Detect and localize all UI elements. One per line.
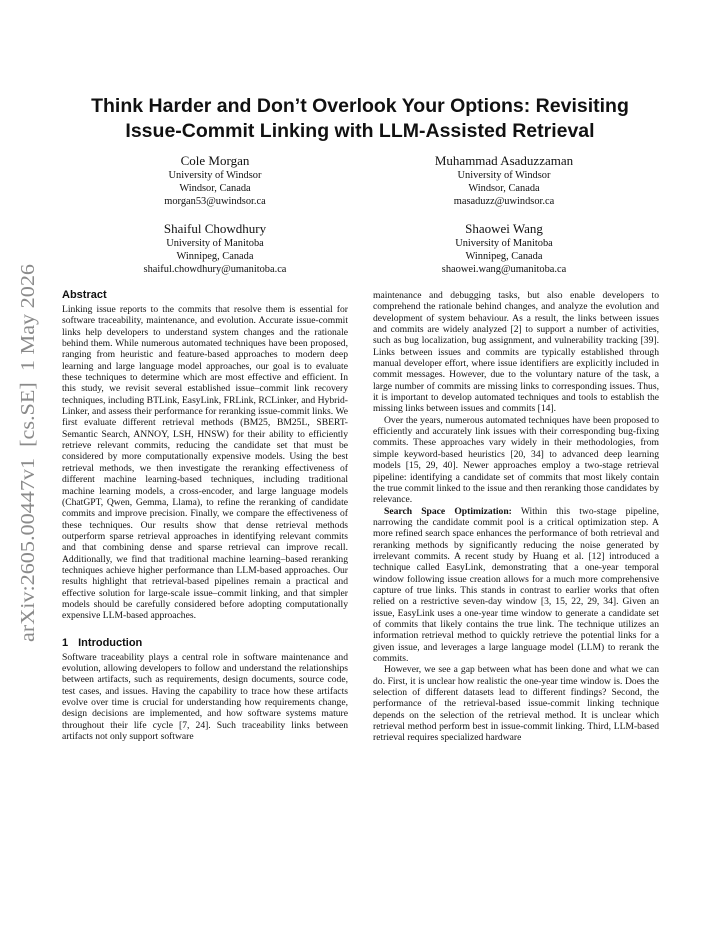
author-name: Shaiful Chowdhury: [163, 221, 267, 236]
abstract-text: Linking issue reports to the commits that resolve them is essential for software traceability, maintenance, and evolution. Accurate issue-commit links help developers to understand system changes and the rationale behind them. While numerous automated techniques have been proposed, ranging from heuristic and feature-based approaches to modern deep learning and large language model approaches, our goal is to evaluate these techniques to determine which are most effective and efficient. In this study, we revisit several established issue–commit link recovery techniques, including BTLink, EasyLink, FRLink, RCLinker, and Hybrid-Linker, and assess their performance for reranking issue-commit links. We first evaluate different retrieval methods (BM25, BM25L, SBERT-Semantic Search, ANNOY, LSH, HNSW) for their ability to efficiently retrieve relevant commits, reducing the candidate set that must be considered by more computationally expensive models. Using the best retrieval methods, we then investigate the reranking effectiveness of different machine learning-based techniques, including traditional machine learning models, a cross-encoder, and large language models (ChatGPT, Qwen, Gemma, Llama), to refine the reranking of candidate commits and improve precision. Finally, we compare the effectiveness of these techniques. Our results show that dense retrieval methods outperform sparse retrieval approaches in identifying relevant commits and that combining dense and sparse retrieval can improve recall. Additionally, we find that traditional machine learning–based reranking techniques achieve higher performance than LLM-based approaches. Our results highlight that retrieval-based pipelines remain a practical and effective solution for large-scale issue–commit linking, and that simpler models should be carefully considered before adopting computationally expensive LLM-based approaches.: [62, 304, 348, 622]
section-title: Introduction: [78, 636, 143, 649]
author-location: Windsor, Canada: [468, 183, 540, 195]
intro-paragraph-4: However, we see a gap between what has been done and what we can do. First, it is unclear how realistic the one-year time window is. Does the selection of different datasets lead to different findings? Second, the performance of the retrieval-based issue-commit linking technique depends on the selection of the retrieval method. It is unclear which retrieval method perform best in issue-commit linking. Third, LLM-based retrieval requires specialized hardware: [373, 664, 659, 744]
title-line-2: Issue-Commit Linking with LLM-Assisted Retrieval: [125, 120, 595, 142]
author-block: [85, 220, 345, 277]
author-email: morgan53@uwindsor.ca: [164, 196, 266, 208]
paper-title: [60, 94, 660, 144]
author-email: shaiful.chowdhury@umanitoba.ca: [143, 264, 287, 276]
arxiv-identifier: [6, 262, 46, 642]
author-affiliation: University of Manitoba: [166, 238, 264, 249]
run-in-heading: Search Space Optimization:: [384, 505, 512, 517]
intro-paragraph-1-part-2: maintenance and debugging tasks, but also enable developers to comprehend the rationale behind changes, and analyze the evolution and development of system behaviour. As a result, the links between issues and commits are widely analyzed [2] to support a number of activities, such as bug localization, bug assignment, and vulnerability tracking [39]. Links between issues and commits are typically established through manual developer effort, where issue identifiers are explicitly included in commit messages. However, due to the voluntary nature of the task, a large number of commits are missing links to corresponding issues. Thus, it is important to develop automated techniques and tools to establish the missing links between issues and commits [14].: [373, 290, 659, 415]
author-block: [374, 220, 634, 277]
author-location: Winnipeg, Canada: [176, 251, 254, 263]
author-location: Winnipeg, Canada: [465, 251, 543, 263]
section-number: 1: [62, 636, 69, 649]
author-name: Muhammad Asaduzzaman: [434, 153, 574, 168]
paragraph-body: Within this two-stage pipeline, narrowing the candidate commit pool is a critical optimization step. A more refined search space enhances the performance of both retrieval and reranking methods by significantly reducing the noise generated by irrelevant commits. A recent study by Huang et al. [12] introduced a technique called EasyLink, demonstrating that a one-year temporal window following issue creation allows for a much more comprehensive capture of true links. This stands in contrast to earlier works that often relied on a restrictive seven-day window [3, 15, 22, 29, 34]. Given an issue, EasyLink uses a one-year time window to generate a candidate set of commits that likely contains the true link. The technique utilizes an information retrieval method to quickly retrieve the potential links for a given issue, and leverages a large language model (LLM) to rerank the commits.: [373, 505, 659, 664]
introduction-heading: [62, 636, 348, 650]
author-block: [374, 152, 634, 209]
intro-paragraph-2: Over the years, numerous automated techniques have been proposed to efficiently and accurately link issues with their corresponding bug-fixing commits. These approaches vary widely in their methodologies, from simple keyword-based heuristics [20, 34] to advanced deep learning models [15, 29, 40]. Newer approaches employ a two-stage retrieval pipeline: identifying a candidate set of commits that most likely contain the true commit linked to the issue and then reranking those candidates by relevance.: [373, 414, 659, 506]
right-column: [373, 290, 659, 744]
author-email: masaduzz@uwindsor.ca: [453, 196, 555, 208]
author-affiliation: University of Windsor: [168, 170, 262, 181]
arxiv-identifier-text: arXiv:2605.00447v1 [cs.SE] 1 May 2026: [18, 309, 39, 642]
intro-paragraph-1-part-1: Software traceability plays a central role in software maintenance and evolution, allowing developers to follow and understand the relationships between artifacts, such as requirements, design documents, source code, test cases, and issues. Having the capability to trace how these artifacts evolve over time is crucial for understanding how requirements change, design decisions are implemented, and how software systems mature throughout their life cycle [7, 24]. Such traceability links between artifacts not only support software: [62, 651, 348, 743]
author-affiliation: University of Manitoba: [455, 238, 553, 249]
author-location: Windsor, Canada: [179, 183, 251, 195]
author-name: Shaowei Wang: [465, 221, 543, 236]
author-name: Cole Morgan: [180, 153, 250, 168]
intro-paragraph-3: [373, 506, 659, 665]
left-column: [62, 288, 348, 742]
author-affiliation: University of Windsor: [457, 170, 551, 181]
title-line-1: Think Harder and Don’t Overlook Your Options: Revisiting: [91, 95, 629, 117]
author-block: [85, 152, 345, 209]
abstract-heading: Abstract: [62, 289, 107, 301]
author-email: shaowei.wang@umanitoba.ca: [441, 264, 567, 276]
